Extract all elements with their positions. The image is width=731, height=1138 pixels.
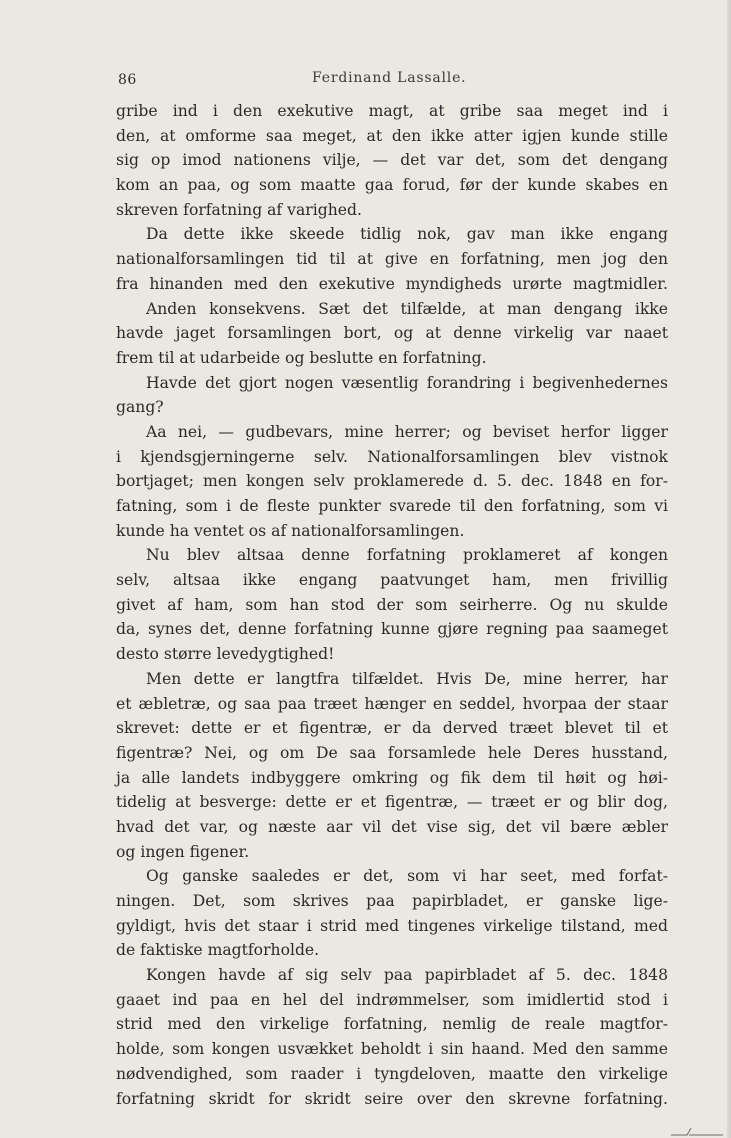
text-line: skreven forfatning af varighed. [116,200,362,219]
text-line: Nu blev altsaa denne forfatning proklameret af kongen [146,546,668,565]
running-head: Ferdinand Lassalle. [312,70,467,86]
text-line: gyldigt, hvis det staar i strid med tingenes virkelige tilstand, med [116,916,668,935]
text-line: Og ganske saaledes er det, som vi har seet, med forfat- [146,867,668,886]
body-text [116,99,668,1111]
text-line: nationalforsamlingen tid til at give en forfatning, men jog den [116,250,668,269]
page-edge [727,0,731,1138]
text-line: et æbletræ, og saa paa træet hænger en seddel, hvorpaa der staar [116,694,668,713]
text-line: Havde det gjort nogen væsentlig forandring i begivenhedernes [146,373,668,392]
page-number: 86 [118,72,137,88]
text-line: desto større levedygtighed! [116,645,335,664]
text-line: Kongen havde af sig selv paa papirbladet af 5. dec. 1848 [146,966,668,985]
text-line: fra hinanden med den exekutive myndigheds urørte magtmidler. [116,274,668,293]
text-line: bortjaget; men kongen selv proklamerede d. 5. dec. 1848 en for- [116,472,668,491]
text-line: ningen. Det, som skrives paa papirbladet, er ganske lige- [116,892,668,910]
text-line: frem til at udarbeide og beslutte en forfatning. [116,348,487,367]
text-line: givet af ham, som han stod der som seirherre. Og nu skulde [116,595,668,614]
text-line: selv, altsaa ikke engang paatvunget ham, men frivillig [116,571,668,590]
text-line: ja alle landets indbyggere omkring og fik dem til høit og høi- [116,768,668,787]
text-line: forfatning skridt for skridt seire over den skrevne forfatning. [116,1089,668,1108]
text-line: og ingen figener. [116,842,250,861]
text-line: strid med den virkelige forfatning, nemlig de reale magtfor- [116,1015,668,1034]
text-line: Aa nei, — gudbevars, mine herrer; og beviset herfor ligger [146,422,668,441]
text-line: gribe ind i den exekutive magt, at gribe saa meget ind i [116,102,668,120]
text-line: sig op imod nationens vilje, — det var det, som det dengang [116,151,668,170]
text-line: gang? [116,398,164,417]
text-line: gaaet ind paa en hel del indrømmelser, som imidlertid stod i [116,990,668,1009]
text-line: havde jaget forsamlingen bort, og at denne virkelig var naaet [116,324,668,343]
text-line: Anden konsekvens. Sæt det tilfælde, at man dengang ikke [146,299,668,318]
text-line: i kjendsgjerningerne selv. Nationalforsamlingen blev vistnok [116,447,668,466]
text-line: tidelig at besverge: dette er et figentræ, — træet er og blir dog, [116,793,668,812]
text-line: den, at omforme saa meget, at den ikke atter igjen kunde stille [116,126,668,145]
text-line: fatning, som i de fleste punkter svarede til den forfatning, som vi [116,497,668,515]
text-line: hvad det var, og næste aar vil det vise sig, det vil bære æbler [116,817,668,836]
corner-pencil-mark [669,1114,723,1136]
text-line: nødvendighed, som raader i tyngdeloven, maatte den virkelige [116,1064,668,1083]
text-line: da, synes det, denne forfatning kunne gjøre regning paa saameget [116,620,668,639]
text-line: Da dette ikke skeede tidlig nok, gav man ikke engang [146,225,668,244]
text-line: holde, som kongen usvækket beholdt i sin haand. Med den samme [116,1040,668,1059]
text-line: kom an paa, og som maatte gaa forud, før der kunde skabes en [116,176,668,195]
text-line: kunde ha ventet os af nationalforsamlingen. [116,521,465,540]
text-line: skrevet: dette er et figentræ, er da derved træet blevet til et [116,719,668,738]
text-line: Men dette er langtfra tilfældet. Hvis De, mine herrer, har [146,669,668,688]
text-line: figentræ? Nei, og om De saa forsamlede hele Deres husstand, [116,743,668,762]
page-header [115,70,667,92]
text-line: de faktiske magtforholde. [116,941,320,960]
